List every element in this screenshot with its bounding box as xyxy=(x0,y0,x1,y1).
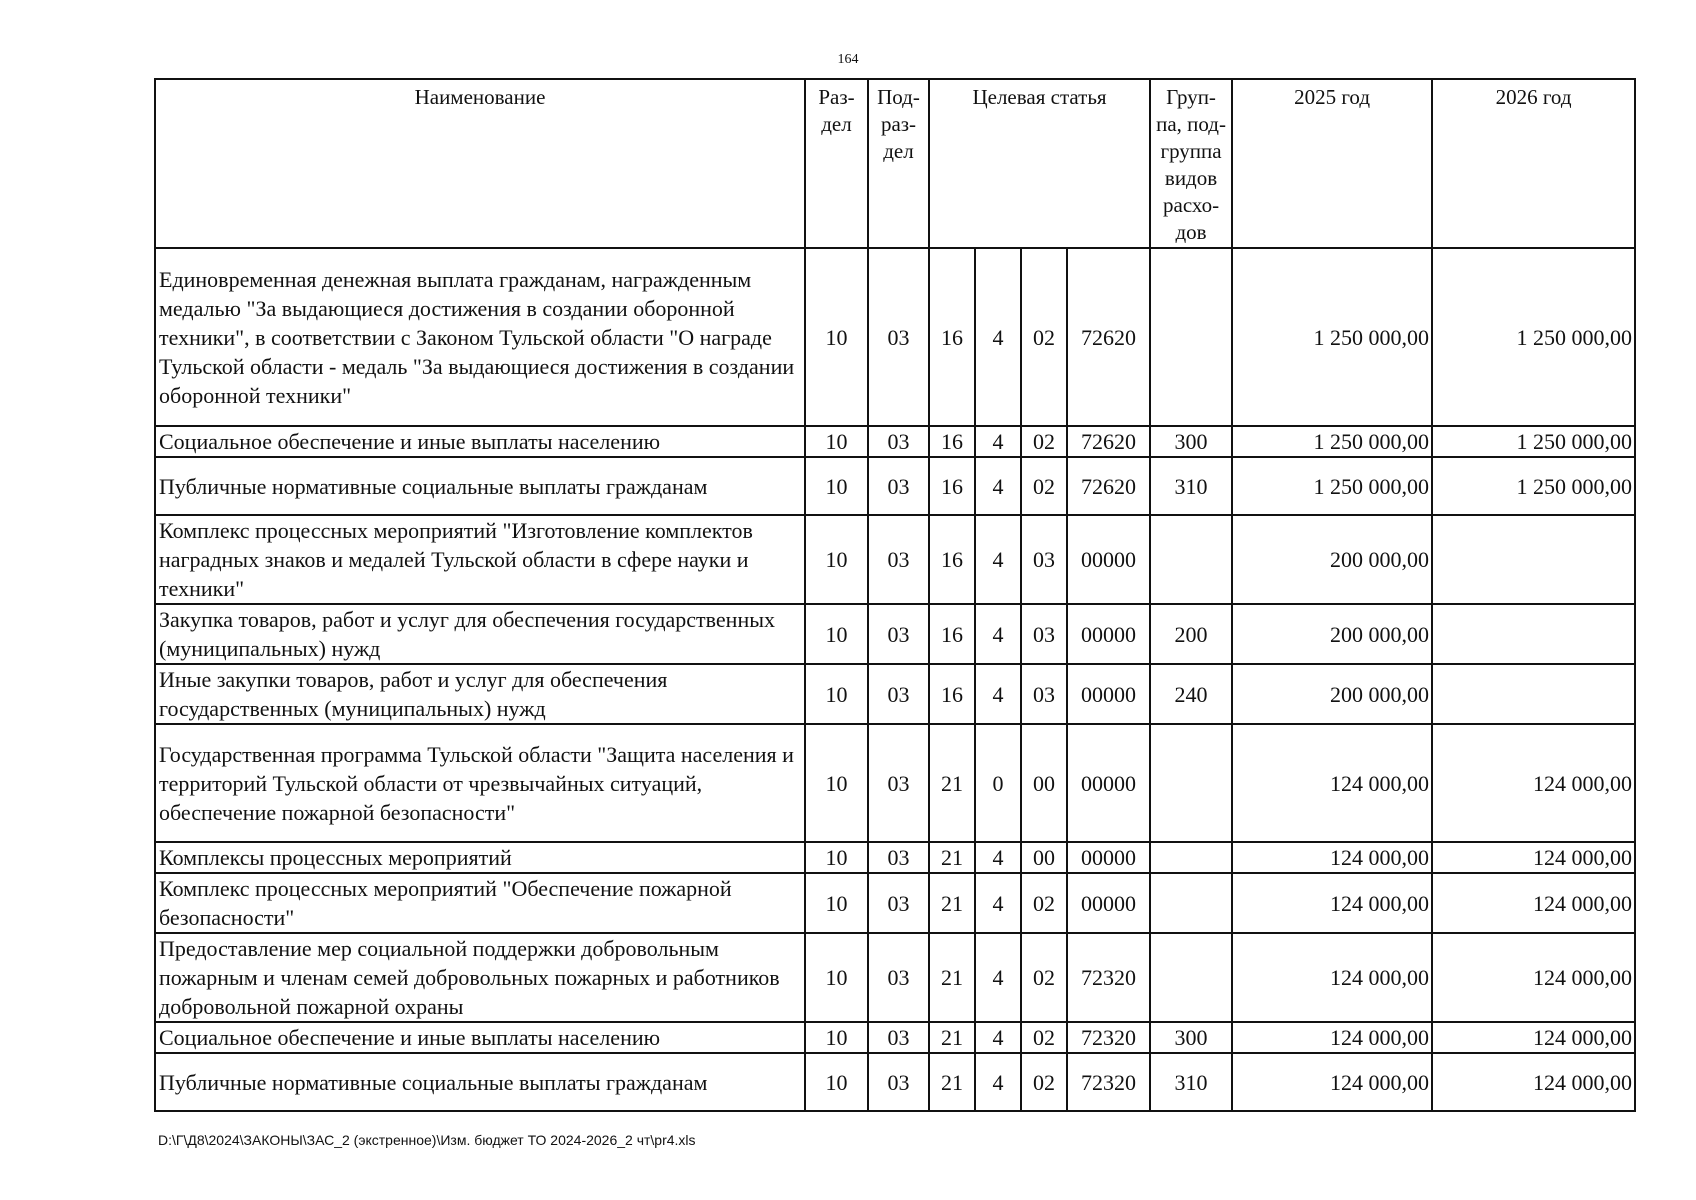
table-cell-target-direction: 00000 xyxy=(1067,724,1150,842)
table-cell-target-program: 21 xyxy=(929,724,975,842)
header-year-2026: 2026 год xyxy=(1432,79,1635,248)
table-cell-amount-2025: 200 000,00 xyxy=(1232,604,1432,664)
table-cell-subsection: 03 xyxy=(868,248,929,426)
table-cell-expense-group xyxy=(1150,842,1232,873)
table-cell-target-element: 02 xyxy=(1021,248,1067,426)
table-cell-expense-group: 300 xyxy=(1150,426,1232,457)
table-cell-name: Закупка товаров, работ и услуг для обеспечения государственных (муниципальных) нужд xyxy=(155,604,805,664)
table-cell-subsection: 03 xyxy=(868,933,929,1022)
header-row xyxy=(155,79,1635,248)
table-cell-amount-2025: 124 000,00 xyxy=(1232,1022,1432,1053)
table-cell-subsection: 03 xyxy=(868,724,929,842)
table-cell-amount-2026: 124 000,00 xyxy=(1432,724,1635,842)
table-cell-amount-2026: 1 250 000,00 xyxy=(1432,248,1635,426)
table-cell-section: 10 xyxy=(805,248,868,426)
table-cell-amount-2025: 124 000,00 xyxy=(1232,1053,1432,1111)
table-cell-name: Социальное обеспечение и иные выплаты населению xyxy=(155,426,805,457)
table-cell-target-element: 02 xyxy=(1021,457,1067,515)
table-cell-section: 10 xyxy=(805,664,868,724)
table-cell-target-direction: 72320 xyxy=(1067,933,1150,1022)
table-cell-subsection: 03 xyxy=(868,842,929,873)
table-cell-section: 10 xyxy=(805,933,868,1022)
table-cell-section: 10 xyxy=(805,426,868,457)
table-cell-subsection: 03 xyxy=(868,604,929,664)
table-cell-target-type: 4 xyxy=(975,457,1021,515)
table-row xyxy=(155,457,1635,515)
table-cell-target-program: 21 xyxy=(929,1053,975,1111)
table-cell-target-program: 21 xyxy=(929,842,975,873)
table-cell-section: 10 xyxy=(805,604,868,664)
table-cell-name: Публичные нормативные социальные выплаты гражданам xyxy=(155,457,805,515)
table-cell-name: Иные закупки товаров, работ и услуг для обеспечения государственных (муниципальных) нужд xyxy=(155,664,805,724)
table-cell-subsection: 03 xyxy=(868,1053,929,1111)
table-cell-name: Социальное обеспечение и иные выплаты населению xyxy=(155,1022,805,1053)
table-cell-amount-2026: 124 000,00 xyxy=(1432,1022,1635,1053)
table-cell-target-program: 16 xyxy=(929,457,975,515)
table-row xyxy=(155,933,1635,1022)
table-cell-section: 10 xyxy=(805,1022,868,1053)
table-cell-subsection: 03 xyxy=(868,426,929,457)
table-row xyxy=(155,248,1635,426)
table-cell-target-element: 03 xyxy=(1021,515,1067,604)
table-cell-section: 10 xyxy=(805,457,868,515)
table-cell-target-program: 16 xyxy=(929,604,975,664)
table-cell-name: Комплекс процессных мероприятий "Изготовление комплектов наградных знаков и медалей Тульской области в сфере науки и техники" xyxy=(155,515,805,604)
table-cell-section: 10 xyxy=(805,1053,868,1111)
table-row xyxy=(155,515,1635,604)
table-cell-target-direction: 00000 xyxy=(1067,873,1150,933)
table-cell-amount-2026: 124 000,00 xyxy=(1432,933,1635,1022)
table-cell-expense-group: 310 xyxy=(1150,457,1232,515)
header-section: Раз- дел xyxy=(805,79,868,248)
table-cell-section: 10 xyxy=(805,873,868,933)
table-cell-amount-2025: 124 000,00 xyxy=(1232,873,1432,933)
table-cell-amount-2025: 200 000,00 xyxy=(1232,664,1432,724)
table-cell-target-type: 4 xyxy=(975,664,1021,724)
header-year-2025: 2025 год xyxy=(1232,79,1432,248)
table-cell-target-type: 4 xyxy=(975,933,1021,1022)
table-row xyxy=(155,604,1635,664)
table-cell-target-element: 03 xyxy=(1021,664,1067,724)
table-cell-target-direction: 00000 xyxy=(1067,604,1150,664)
table-cell-expense-group xyxy=(1150,248,1232,426)
table-row xyxy=(155,842,1635,873)
table-cell-target-type: 4 xyxy=(975,426,1021,457)
table-cell-target-program: 16 xyxy=(929,248,975,426)
table-row xyxy=(155,426,1635,457)
header-expense-group: Груп- па, под- группа видов расхо- дов xyxy=(1150,79,1232,248)
table-cell-expense-group: 310 xyxy=(1150,1053,1232,1111)
table-cell-target-direction: 72620 xyxy=(1067,248,1150,426)
table-cell-amount-2026 xyxy=(1432,664,1635,724)
table-cell-target-direction: 00000 xyxy=(1067,842,1150,873)
table-body xyxy=(155,248,1635,1111)
table-cell-name: Комплекс процессных мероприятий "Обеспечение пожарной безопасности" xyxy=(155,873,805,933)
table-cell-target-element: 00 xyxy=(1021,842,1067,873)
table-cell-section: 10 xyxy=(805,724,868,842)
table-row xyxy=(155,1053,1635,1111)
header-name: Наименование xyxy=(155,79,805,248)
page-number: 164 xyxy=(837,52,859,67)
table-cell-amount-2026: 124 000,00 xyxy=(1432,842,1635,873)
table-cell-target-type: 0 xyxy=(975,724,1021,842)
table-cell-target-element: 02 xyxy=(1021,426,1067,457)
budget-table xyxy=(154,78,1636,1112)
table-cell-target-type: 4 xyxy=(975,248,1021,426)
table-cell-amount-2026 xyxy=(1432,515,1635,604)
table-cell-target-direction: 72620 xyxy=(1067,457,1150,515)
table-cell-expense-group xyxy=(1150,933,1232,1022)
table-cell-amount-2026: 1 250 000,00 xyxy=(1432,426,1635,457)
table-cell-expense-group: 300 xyxy=(1150,1022,1232,1053)
table-row xyxy=(155,664,1635,724)
table-cell-target-program: 21 xyxy=(929,1022,975,1053)
table-cell-name: Предоставление мер социальной поддержки добровольным пожарным и членам семей добровольных пожарных и работников добровольной пожарной охраны xyxy=(155,933,805,1022)
table-cell-amount-2026: 124 000,00 xyxy=(1432,1053,1635,1111)
table-cell-amount-2026: 1 250 000,00 xyxy=(1432,457,1635,515)
table-cell-target-program: 21 xyxy=(929,873,975,933)
table-row xyxy=(155,1022,1635,1053)
table-cell-name: Единовременная денежная выплата гражданам, награжденным медалью "За выдающиеся достижения в создании оборонной техники", в соответствии с Законом Тульской области "О награде Тульской области - медаль "За выдающиеся достижения в создании оборонной техники" xyxy=(155,248,805,426)
table-cell-target-program: 21 xyxy=(929,933,975,1022)
table-cell-expense-group xyxy=(1150,515,1232,604)
table-cell-target-program: 16 xyxy=(929,426,975,457)
table-cell-target-type: 4 xyxy=(975,1022,1021,1053)
table-cell-target-element: 03 xyxy=(1021,604,1067,664)
table-cell-amount-2025: 1 250 000,00 xyxy=(1232,426,1432,457)
table-cell-target-direction: 72620 xyxy=(1067,426,1150,457)
table-cell-expense-group xyxy=(1150,873,1232,933)
table-cell-amount-2025: 1 250 000,00 xyxy=(1232,457,1432,515)
table-cell-target-direction: 00000 xyxy=(1067,515,1150,604)
table-cell-subsection: 03 xyxy=(868,515,929,604)
table-cell-target-program: 16 xyxy=(929,515,975,604)
table-cell-subsection: 03 xyxy=(868,873,929,933)
table-cell-section: 10 xyxy=(805,515,868,604)
table-cell-target-element: 02 xyxy=(1021,1022,1067,1053)
table-cell-target-direction: 72320 xyxy=(1067,1053,1150,1111)
table-cell-amount-2025: 200 000,00 xyxy=(1232,515,1432,604)
table-cell-target-type: 4 xyxy=(975,873,1021,933)
table-cell-target-element: 02 xyxy=(1021,873,1067,933)
table-cell-target-program: 16 xyxy=(929,664,975,724)
table-cell-expense-group: 240 xyxy=(1150,664,1232,724)
table-cell-amount-2025: 124 000,00 xyxy=(1232,842,1432,873)
table-cell-amount-2025: 1 250 000,00 xyxy=(1232,248,1432,426)
table-cell-target-type: 4 xyxy=(975,515,1021,604)
header-subsection: Под- раз- дел xyxy=(868,79,929,248)
table-cell-amount-2026: 124 000,00 xyxy=(1432,873,1635,933)
table-cell-subsection: 03 xyxy=(868,664,929,724)
table-cell-amount-2025: 124 000,00 xyxy=(1232,933,1432,1022)
table-cell-name: Комплексы процессных мероприятий xyxy=(155,842,805,873)
header-target-article: Целевая статья xyxy=(929,79,1150,248)
table-cell-section: 10 xyxy=(805,842,868,873)
table-cell-amount-2026 xyxy=(1432,604,1635,664)
table-row xyxy=(155,873,1635,933)
table-cell-target-element: 02 xyxy=(1021,1053,1067,1111)
table-cell-target-type: 4 xyxy=(975,842,1021,873)
table-cell-name: Публичные нормативные социальные выплаты гражданам xyxy=(155,1053,805,1111)
table-cell-target-type: 4 xyxy=(975,1053,1021,1111)
table-cell-target-element: 00 xyxy=(1021,724,1067,842)
table-cell-target-type: 4 xyxy=(975,604,1021,664)
table-cell-target-direction: 00000 xyxy=(1067,664,1150,724)
table-cell-amount-2025: 124 000,00 xyxy=(1232,724,1432,842)
table-cell-subsection: 03 xyxy=(868,1022,929,1053)
file-path-footer: D:\Г\Д8\2024\ЗАКОНЫ\ЗАС_2 (экстренное)\Изм. бюджет ТО 2024-2026_2 чт\pr4.xls xyxy=(158,1132,696,1148)
table-cell-target-element: 02 xyxy=(1021,933,1067,1022)
table-cell-expense-group: 200 xyxy=(1150,604,1232,664)
table-row xyxy=(155,724,1635,842)
table-cell-name: Государственная программа Тульской области "Защита населения и территорий Тульской области от чрезвычайных ситуаций, обеспечение пожарной безопасности" xyxy=(155,724,805,842)
table-cell-subsection: 03 xyxy=(868,457,929,515)
table-cell-target-direction: 72320 xyxy=(1067,1022,1150,1053)
table-cell-expense-group xyxy=(1150,724,1232,842)
